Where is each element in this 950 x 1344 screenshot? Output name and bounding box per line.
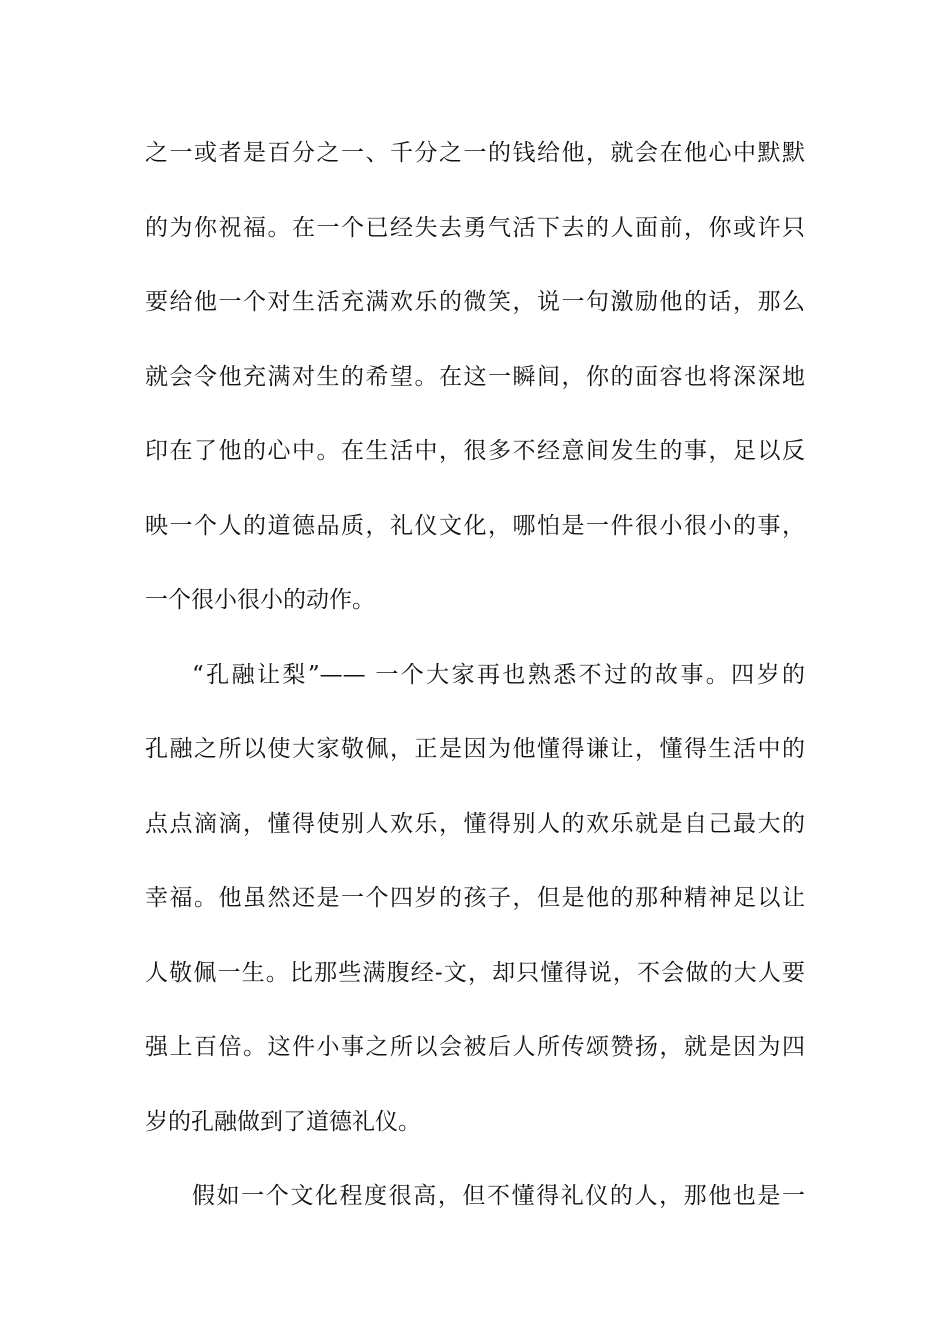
text-line: 点点滴滴，懂得使别人欢乐，懂得别人的欢乐就是自己最大的	[145, 810, 805, 837]
paragraph-first-line: 假如一个文化程度很高，但不懂得礼仪的人，那他也是一	[192, 1183, 805, 1209]
document-body	[145, 131, 805, 1249]
text-line: 一个很小很小的动作。	[145, 587, 375, 613]
text-line: 之一或者是百分之一、千分之一的钱给他，就会在他心中默默	[145, 140, 805, 166]
text-line: 要给他一个对生活充满欢乐的微笑，说一句激励他的话，那么	[145, 289, 805, 315]
text-line: 的为你祝福。在一个已经失去勇气活下去的人面前，你或许只	[145, 214, 805, 241]
text-line: 映一个人的道德品质，礼仪文化，哪怕是一件很小很小的事，	[145, 512, 805, 539]
text-line: 岁的孔融做到了道德礼仪。	[145, 1108, 421, 1135]
text-line: 印在了他的心中。在生活中，很多不经意间发生的事，足以反	[145, 438, 805, 464]
text-line: 强上百倍。这件小事之所以会被后人所传颂赞扬，就是因为四	[145, 1034, 805, 1060]
paragraph-first-line: “孔融让梨”—— 一个大家再也熟悉不过的故事。四岁的	[192, 661, 805, 688]
text-line: 孔融之所以使大家敬佩，正是因为他懂得谦让，懂得生活中的	[145, 736, 805, 762]
text-line: 幸福。他虽然还是一个四岁的孩子，但是他的那种精神足以让	[145, 885, 805, 911]
text-line: 就会令他充满对生的希望。在这一瞬间，你的面容也将深深地	[145, 363, 805, 390]
text-line: 人敬佩一生。比那些满腹经-文，却只懂得说，不会做的大人要	[145, 959, 805, 986]
